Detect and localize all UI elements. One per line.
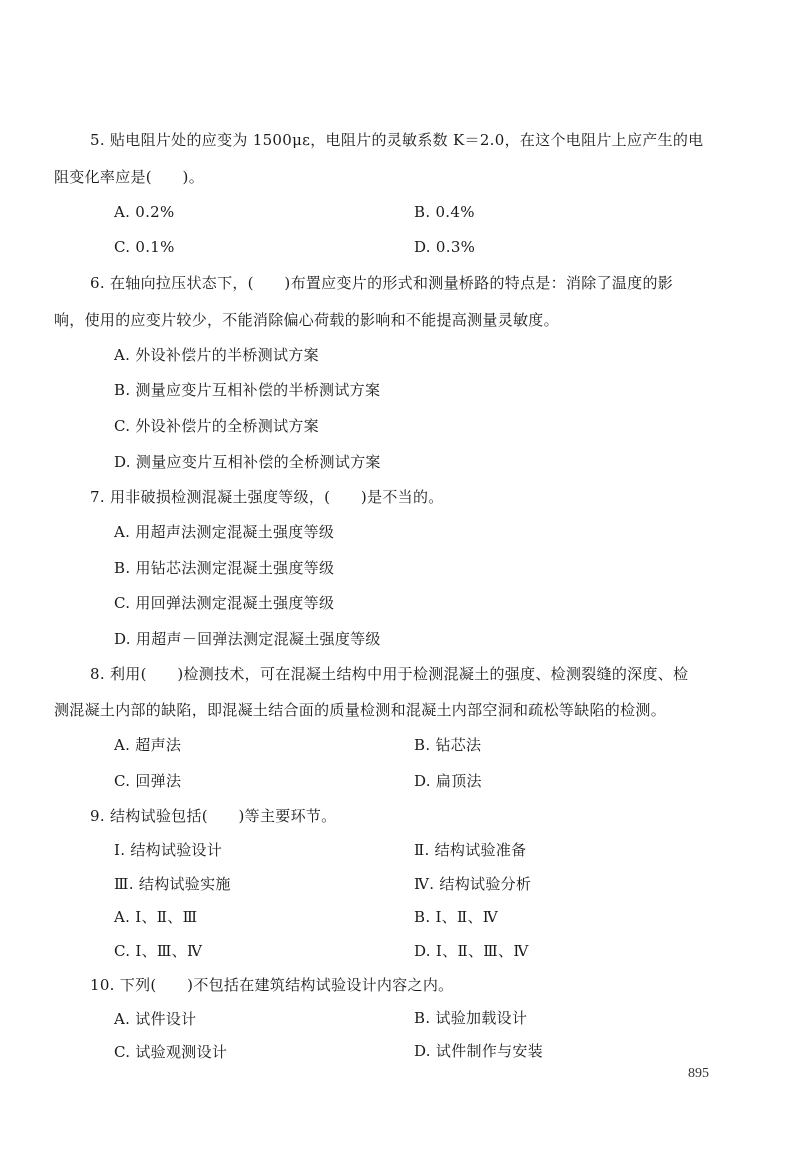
q7-option-d: D. 用超声－回弹法测定混凝土强度等级 (114, 630, 381, 648)
q8-option-a: A. 超声法 (114, 736, 182, 754)
q6-option-b: B. 测量应变片互相补偿的半桥测试方案 (114, 381, 381, 399)
q6-option-a: A. 外设补偿片的半桥测试方案 (114, 346, 319, 364)
q9-option-b: B. Ⅰ、Ⅱ、Ⅳ (414, 908, 499, 926)
q9-stem-line1: 9. 结构试验包括( )等主要环节。 (90, 807, 337, 825)
q5-option-b: B. 0.4% (414, 203, 475, 221)
q5-option-c: C. 0.1% (114, 238, 175, 256)
q9-option-a: A. Ⅰ、Ⅱ、Ⅲ (114, 908, 198, 926)
q6-stem-line2: 响，使用的应变片较少，不能消除偏心荷载的影响和不能提高测量灵敏度。 (54, 311, 559, 329)
q9-item-2: Ⅱ. 结构试验准备 (414, 841, 527, 859)
q9-item-3: Ⅲ. 结构试验实施 (114, 875, 231, 893)
q8-option-d: D. 扁顶法 (414, 772, 482, 790)
q6-option-d: D. 测量应变片互相补偿的全桥测试方案 (114, 453, 381, 471)
q10-option-d: D. 试件制作与安装 (414, 1042, 544, 1060)
q9-option-d: D. Ⅰ、Ⅱ、Ⅲ、Ⅳ (414, 942, 529, 960)
q5-stem-line2: 阻变化率应是( )。 (54, 168, 205, 186)
q9-option-c: C. Ⅰ、Ⅲ、Ⅳ (114, 942, 203, 960)
q10-option-b: B. 试验加载设计 (414, 1009, 528, 1027)
q5-stem-line1: 5. 贴电阻片处的应变为 1500με，电阻片的灵敏系数 K＝2.0，在这个电阻片上应产生的电 (90, 131, 704, 149)
page-number: 895 (688, 1066, 709, 1081)
q8-stem-line2: 测混凝土内部的缺陷，即混凝土结合面的质量检测和混凝土内部空洞和疏松等缺陷的检测。 (54, 701, 667, 719)
q7-option-b: B. 用钻芯法测定混凝土强度等级 (114, 559, 335, 577)
q8-option-c: C. 回弹法 (114, 772, 182, 790)
q8-stem-line1: 8. 利用( )检测技术，可在混凝土结构中用于检测混凝土的强度、检测裂缝的深度、检 (90, 665, 689, 683)
q10-option-c: C. 试验观测设计 (114, 1043, 228, 1061)
q6-stem-line1: 6. 在轴向拉压状态下，( )布置应变片的形式和测量桥路的特点是：消除了温度的影 (90, 274, 674, 292)
q9-item-1: Ⅰ. 结构试验设计 (114, 841, 223, 859)
q10-option-a: A. 试件设计 (114, 1010, 197, 1028)
q6-option-c: C. 外设补偿片的全桥测试方案 (114, 417, 319, 435)
q9-item-4: Ⅳ. 结构试验分析 (414, 875, 532, 893)
q10-stem-line1: 10. 下列( )不包括在建筑结构试验设计内容之内。 (90, 976, 454, 994)
q8-option-b: B. 钻芯法 (414, 736, 482, 754)
q7-option-c: C. 用回弹法测定混凝土强度等级 (114, 594, 335, 612)
q5-option-d: D. 0.3% (414, 238, 476, 256)
q7-option-a: A. 用超声法测定混凝土强度等级 (114, 523, 335, 541)
q7-stem-line1: 7. 用非破损检测混凝土强度等级，( )是不当的。 (90, 488, 444, 506)
q5-option-a: A. 0.2% (114, 203, 175, 221)
